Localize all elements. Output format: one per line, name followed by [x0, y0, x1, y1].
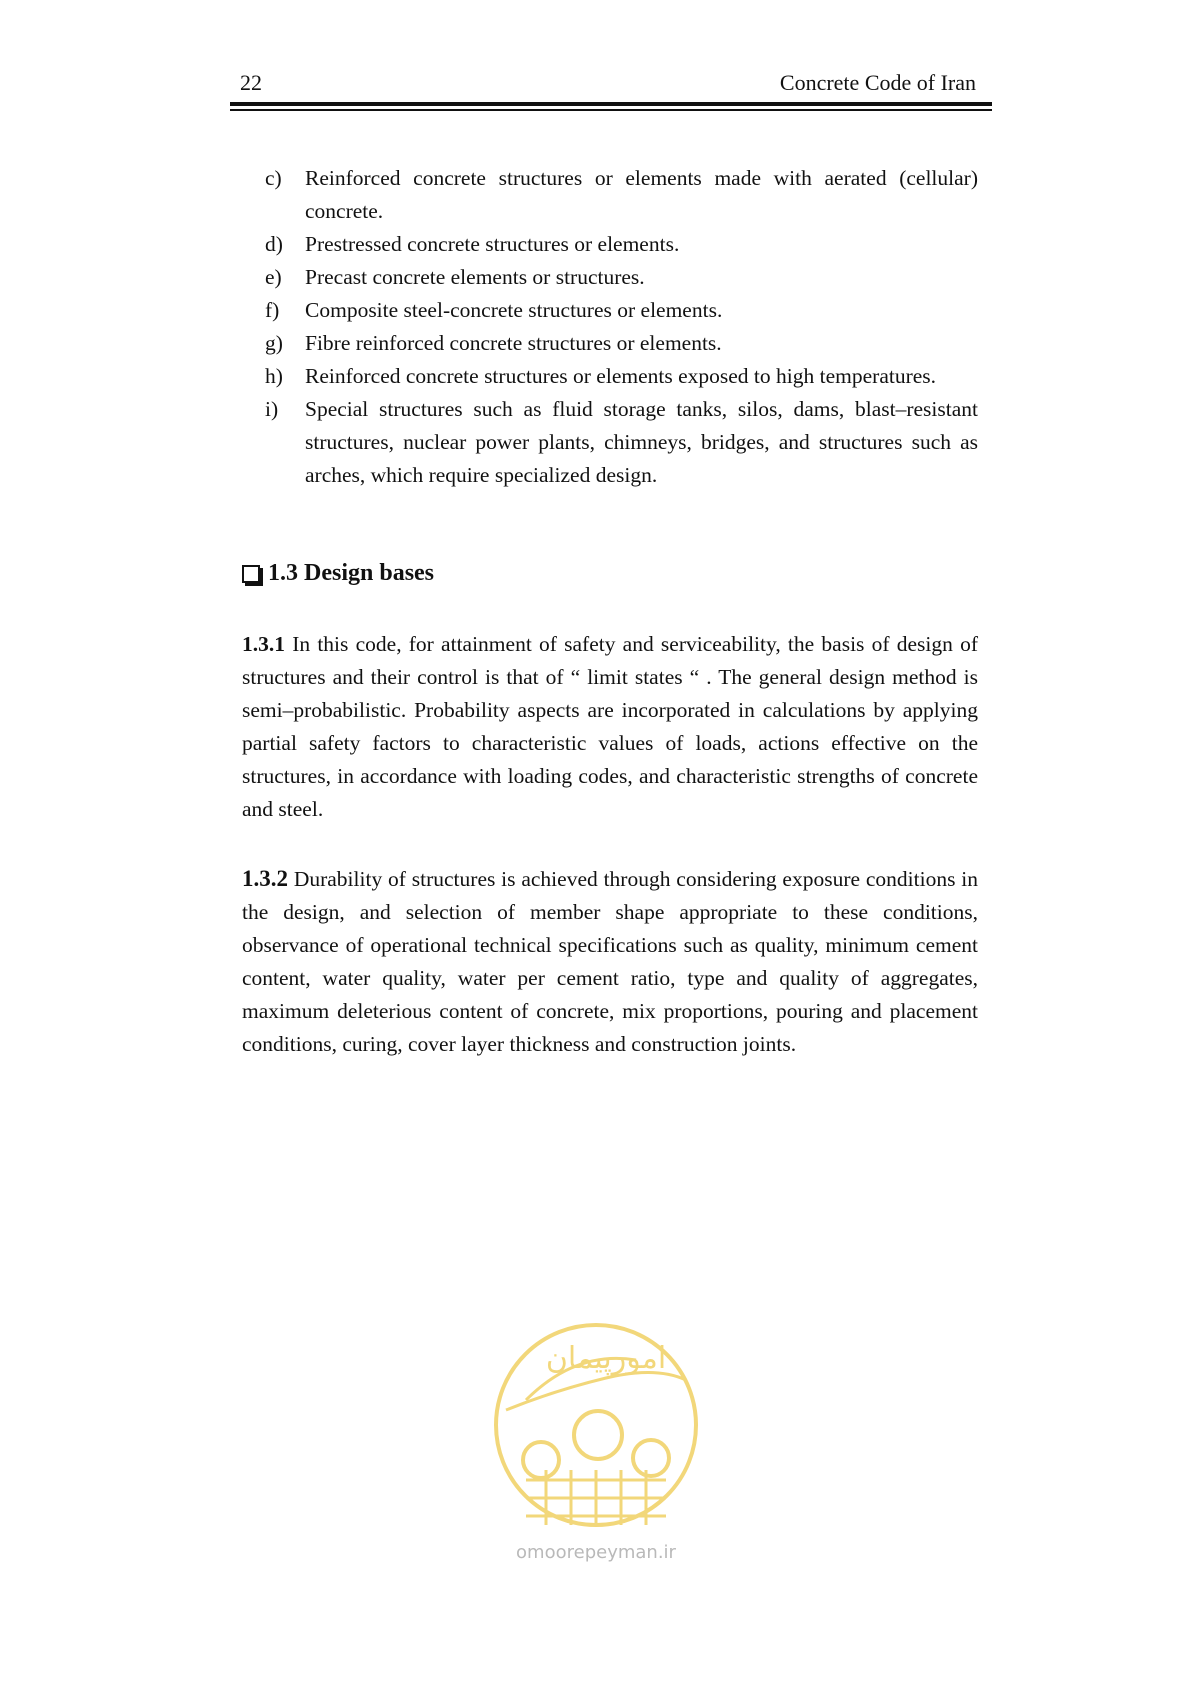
- page-header: [230, 66, 992, 106]
- watermark-logo: [486, 1320, 706, 1535]
- list-item-text: Reinforced concrete structures or elements made with aerated (cellular) concrete.: [305, 166, 978, 223]
- running-title: Concrete Code of Iran: [779, 70, 976, 95]
- list-item: [265, 360, 978, 393]
- paragraph-1-3-2: [242, 862, 978, 1061]
- list-item: [265, 327, 978, 360]
- list-item-text: Fibre reinforced concrete structures or elements.: [305, 331, 722, 355]
- list-item-text: Prestressed concrete structures or elements.: [305, 232, 680, 256]
- list-item: [265, 261, 978, 294]
- checkbox-square-icon: [242, 565, 260, 583]
- list-item: [265, 294, 978, 327]
- paragraph-1-3-1: [242, 628, 978, 826]
- section-heading-text: 1.3 Design bases: [268, 560, 435, 586]
- scope-exclusion-list: [265, 162, 978, 492]
- header-rule-thin: [230, 109, 992, 111]
- list-item-text: Composite steel-concrete structures or elements.: [305, 298, 723, 322]
- list-marker: e): [265, 265, 282, 289]
- list-item-text: Reinforced concrete structures or elements exposed to high temperatures.: [305, 364, 937, 388]
- list-marker: c): [265, 166, 282, 190]
- watermark: [486, 1320, 706, 1570]
- list-item: [265, 162, 978, 228]
- list-marker: f): [265, 298, 280, 322]
- watermark-site-text: omoorepeyman.ir: [516, 1542, 676, 1563]
- list-item-text: Precast concrete elements or structures.: [305, 265, 645, 289]
- list-marker: g): [265, 331, 283, 355]
- paragraph-number: 1.3.1: [242, 632, 285, 656]
- paragraph-number: 1.3.2: [242, 866, 288, 891]
- page-number: 22: [240, 70, 262, 95]
- list-marker: i): [265, 397, 279, 421]
- header-rule-thick: [230, 102, 992, 106]
- section-heading: [242, 560, 434, 587]
- list-marker: d): [265, 232, 283, 256]
- paragraph-text: Durability of structures is achieved through considering exposure conditions in the design, and selection of member shape appropriate to these conditions, observance of operational technical specifications such as quality, minimum cement content, water quality, water per cement ratio, type and quality of aggregates, maximum deleterious content of concrete, mix proportions, pouring and placement conditions, curing, cover layer thickness and construction joints.: [242, 867, 978, 1056]
- list-item: [265, 228, 978, 261]
- list-marker: h): [265, 364, 283, 388]
- watermark-logo-text: امورپیمان: [545, 1341, 667, 1376]
- list-item-text: Special structures such as fluid storage tanks, silos, dams, blast–resistant structures, nuclear power plants, chimneys, bridges, and structures such as arches, which require specialized design.: [305, 397, 978, 487]
- list-item: [265, 393, 978, 492]
- paragraph-text: In this code, for attainment of safety and serviceability, the basis of design of structures and their control is that of “ limit states “ . The general design method is semi–probabilistic. Probability aspects are incorporated in calculations by applying partial safety factors to characteristic values of loads, actions effective on the structures, in accordance with loading codes, and characteristic strengths of concrete and steel.: [242, 632, 978, 821]
